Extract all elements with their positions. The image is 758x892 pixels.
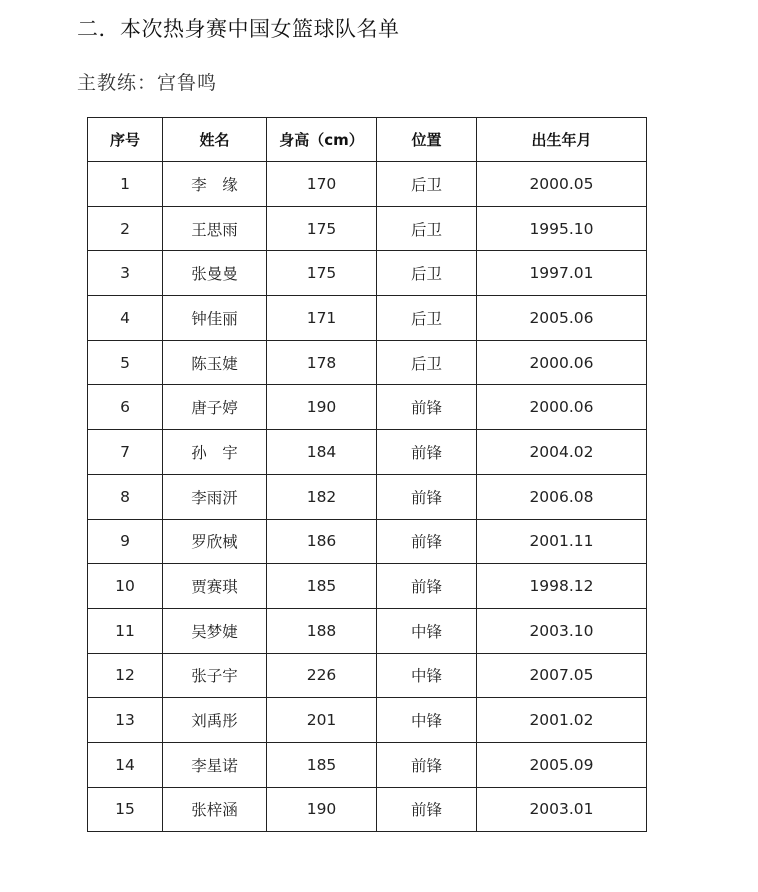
cell-position: 前锋 [377,385,477,430]
cell-height: 201 [267,698,377,743]
cell-position: 中锋 [377,608,477,653]
table-row [88,564,647,609]
table-row [88,385,647,430]
cell-number: 14 [88,742,163,787]
cell-position: 后卫 [377,206,477,251]
table-row [88,340,647,385]
cell-name: 王思雨 [163,206,267,251]
cell-height: 186 [267,519,377,564]
cell-name: 孙 宇 [163,430,267,475]
table-row [88,653,647,698]
cell-height: 185 [267,742,377,787]
cell-position: 前锋 [377,519,477,564]
header-position: 位置 [377,118,477,162]
table-row [88,474,647,519]
cell-birth-date: 2003.10 [477,608,647,653]
cell-position: 前锋 [377,474,477,519]
cell-position: 前锋 [377,564,477,609]
cell-birth-date: 2000.06 [477,385,647,430]
cell-name: 李 缘 [163,162,267,207]
cell-name: 陈玉婕 [163,340,267,385]
cell-name: 贾赛琪 [163,564,267,609]
cell-number: 7 [88,430,163,475]
table-row [88,608,647,653]
table-row [88,742,647,787]
cell-number: 5 [88,340,163,385]
cell-position: 前锋 [377,787,477,832]
cell-number: 2 [88,206,163,251]
cell-position: 前锋 [377,430,477,475]
cell-birth-date: 2005.06 [477,296,647,341]
cell-position: 后卫 [377,296,477,341]
cell-number: 9 [88,519,163,564]
head-coach-line: 主教练：宫鲁鸣 [77,72,218,94]
cell-position: 中锋 [377,653,477,698]
cell-height: 184 [267,430,377,475]
cell-position: 中锋 [377,698,477,743]
cell-birth-date: 2007.05 [477,653,647,698]
cell-name: 张子宇 [163,653,267,698]
cell-birth-date: 2000.06 [477,340,647,385]
table-row [88,787,647,832]
cell-name: 李星诺 [163,742,267,787]
cell-position: 后卫 [377,162,477,207]
table-row [88,162,647,207]
cell-number: 3 [88,251,163,296]
cell-birth-date: 2000.05 [477,162,647,207]
cell-number: 1 [88,162,163,207]
cell-birth-date: 1998.12 [477,564,647,609]
roster-table [87,117,647,832]
cell-height: 170 [267,162,377,207]
document-title: 二．本次热身赛中国女篮球队名单 [77,17,400,41]
cell-number: 12 [88,653,163,698]
cell-number: 10 [88,564,163,609]
cell-height: 182 [267,474,377,519]
table-row [88,206,647,251]
table-row [88,430,647,475]
cell-height: 226 [267,653,377,698]
cell-number: 6 [88,385,163,430]
table-header-row [88,118,647,162]
cell-name: 刘禹彤 [163,698,267,743]
cell-birth-date: 2003.01 [477,787,647,832]
cell-birth-date: 1997.01 [477,251,647,296]
cell-height: 185 [267,564,377,609]
cell-name: 张曼曼 [163,251,267,296]
cell-height: 190 [267,787,377,832]
cell-height: 175 [267,206,377,251]
cell-birth-date: 2001.11 [477,519,647,564]
header-number: 序号 [88,118,163,162]
cell-number: 11 [88,608,163,653]
table-row [88,296,647,341]
cell-height: 190 [267,385,377,430]
header-height: 身高（cm） [267,118,377,162]
cell-birth-date: 1995.10 [477,206,647,251]
cell-height: 188 [267,608,377,653]
cell-height: 178 [267,340,377,385]
table-row [88,251,647,296]
cell-name: 李雨汧 [163,474,267,519]
cell-birth-date: 2005.09 [477,742,647,787]
table-row [88,698,647,743]
cell-name: 罗欣棫 [163,519,267,564]
cell-name: 唐子婷 [163,385,267,430]
cell-position: 后卫 [377,251,477,296]
cell-number: 4 [88,296,163,341]
cell-birth-date: 2006.08 [477,474,647,519]
cell-name: 张梓涵 [163,787,267,832]
cell-number: 8 [88,474,163,519]
cell-name: 钟佳丽 [163,296,267,341]
header-birth-date: 出生年月 [477,118,647,162]
table-row [88,519,647,564]
cell-number: 13 [88,698,163,743]
cell-height: 171 [267,296,377,341]
cell-position: 后卫 [377,340,477,385]
cell-birth-date: 2004.02 [477,430,647,475]
cell-birth-date: 2001.02 [477,698,647,743]
cell-name: 吴梦婕 [163,608,267,653]
cell-position: 前锋 [377,742,477,787]
header-name: 姓名 [163,118,267,162]
cell-number: 15 [88,787,163,832]
cell-height: 175 [267,251,377,296]
